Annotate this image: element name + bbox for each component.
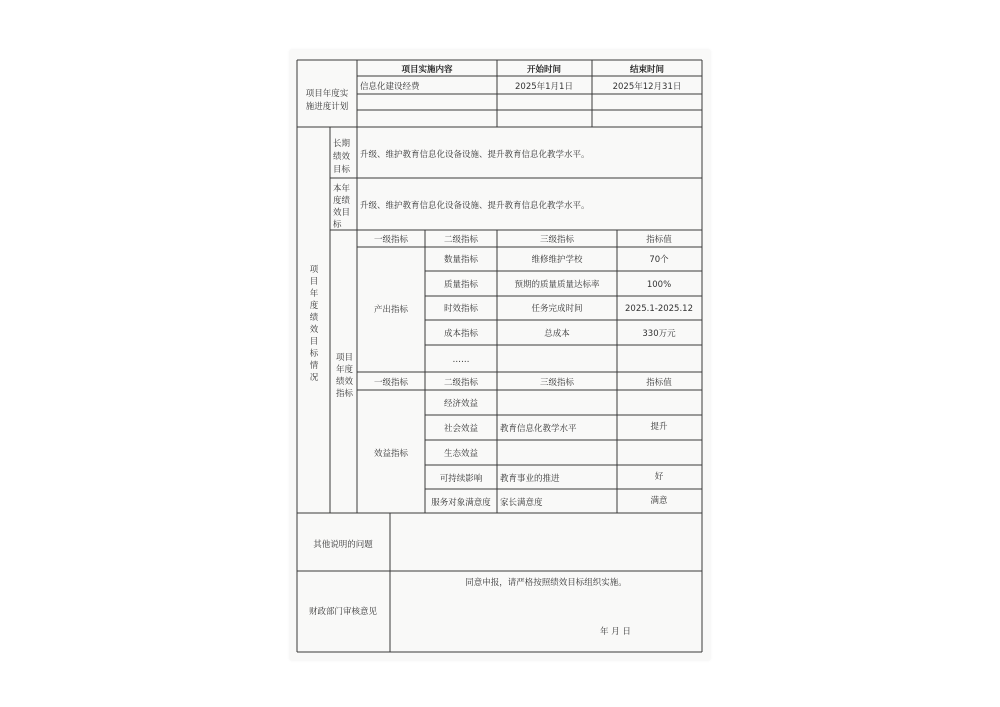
- long-term-goal-text: 升级、维护教育信息化设备设施、提升教育信息化教学水平。: [360, 150, 590, 160]
- finance-opinion-text: 同意申报，请严格按照绩效目标组织实施。: [465, 578, 627, 588]
- goals-label-char: 效: [309, 325, 319, 335]
- output-level2-cell: 成本指标: [443, 329, 479, 339]
- annual-label-line: 效目: [333, 208, 351, 218]
- ind-header-level2: 二级指标: [443, 378, 479, 388]
- output-level3-cell: 总成本: [544, 329, 570, 339]
- output-value-cell: 330万元: [642, 329, 676, 339]
- goals-label-char: 年: [309, 289, 319, 299]
- benefit-value-cell: 好: [654, 472, 664, 482]
- output-level3-cell: 任务完成时间: [531, 304, 583, 314]
- benefit-level3-cell: 教育信息化教学水平: [500, 424, 577, 434]
- ind-header-level1: 一级指标: [373, 378, 409, 388]
- finance-opinion-label: 财政部门审核意见: [308, 607, 378, 617]
- ind-header-level3: 三级指标: [539, 235, 575, 245]
- indicators-label-line: 年度: [336, 365, 354, 375]
- schedule-content-cell: 信息化建设经费: [360, 82, 420, 92]
- long-term-label-line: 绩效: [333, 152, 351, 162]
- ind-header-value: 指标值: [646, 235, 672, 245]
- annual-label-line: 本年: [333, 184, 351, 194]
- output-level3-cell: 预期的质量质量达标率: [514, 280, 600, 290]
- goals-label-char: 况: [309, 373, 319, 383]
- other-issues-label: 其他说明的问题: [313, 540, 373, 550]
- output-level1-label: 产出指标: [373, 305, 409, 315]
- benefit-level1-label: 效益指标: [373, 449, 409, 459]
- finance-date-line: 年 月 日: [600, 627, 631, 637]
- ind-header-level1: 一级指标: [373, 235, 409, 245]
- col-header-end: 结束时间: [629, 65, 665, 75]
- col-header-content: 项目实施内容: [401, 65, 453, 75]
- annual-goal-text: 升级、维护教育信息化设备设施、提升教育信息化教学水平。: [360, 201, 590, 211]
- output-value-cell: 100%: [646, 280, 672, 290]
- benefit-level2-cell: 生态效益: [443, 449, 479, 459]
- goals-label-char: 标: [309, 349, 319, 359]
- indicators-label-line: 指标: [336, 389, 354, 399]
- benefit-value-cell: 提升: [650, 422, 668, 432]
- output-level2-cell: 质量指标: [443, 280, 479, 290]
- annual-label-line: 标: [333, 220, 342, 230]
- schedule-start-cell: 2025年1月1日: [515, 82, 573, 92]
- indicators-label-line: 绩效: [336, 377, 354, 387]
- schedule-section-label-line: 项目年度实: [305, 89, 349, 99]
- output-level2-cell: ……: [452, 355, 470, 365]
- schedule-end-cell: 2025年12月31日: [612, 82, 682, 92]
- output-level2-cell: 时效指标: [443, 304, 479, 314]
- benefit-level3-cell: 教育事业的推进: [500, 474, 560, 484]
- output-value-cell: 70个: [649, 255, 669, 265]
- long-term-label-line: 长期: [333, 139, 351, 149]
- benefit-level2-cell: 经济效益: [443, 399, 479, 409]
- ind-header-level2: 二级指标: [443, 235, 479, 245]
- goals-label-char: 绩: [309, 313, 319, 323]
- long-term-label-line: 目标: [333, 165, 351, 175]
- benefit-value-cell: 满意: [650, 496, 668, 506]
- goals-label-char: 项: [309, 265, 319, 275]
- benefit-level2-cell: 可持续影响: [439, 474, 483, 484]
- goals-label-char: 目: [309, 277, 319, 287]
- benefit-level2-cell: 社会效益: [443, 424, 479, 434]
- goals-label-char: 度: [309, 301, 319, 311]
- goals-label-char: 目: [309, 337, 319, 347]
- ind-header-value: 指标值: [646, 378, 672, 388]
- goals-section-label: [310, 265, 319, 383]
- schedule-section-label-line: 施进度计划: [305, 102, 349, 112]
- ind-header-level3: 三级指标: [539, 378, 575, 388]
- benefit-level3-cell: 家长满意度: [500, 498, 543, 508]
- goals-label-char: 情: [309, 361, 319, 371]
- output-value-cell: 2025.1-2025.12: [625, 304, 693, 314]
- output-level2-cell: 数量指标: [443, 255, 479, 265]
- benefit-level2-cell: 服务对象满意度: [431, 498, 491, 508]
- indicators-label-line: 项目: [336, 353, 354, 363]
- annual-label-line: 度绩: [333, 196, 351, 206]
- output-level3-cell: 维修维护学校: [531, 255, 583, 265]
- col-header-start: 开始时间: [526, 65, 562, 75]
